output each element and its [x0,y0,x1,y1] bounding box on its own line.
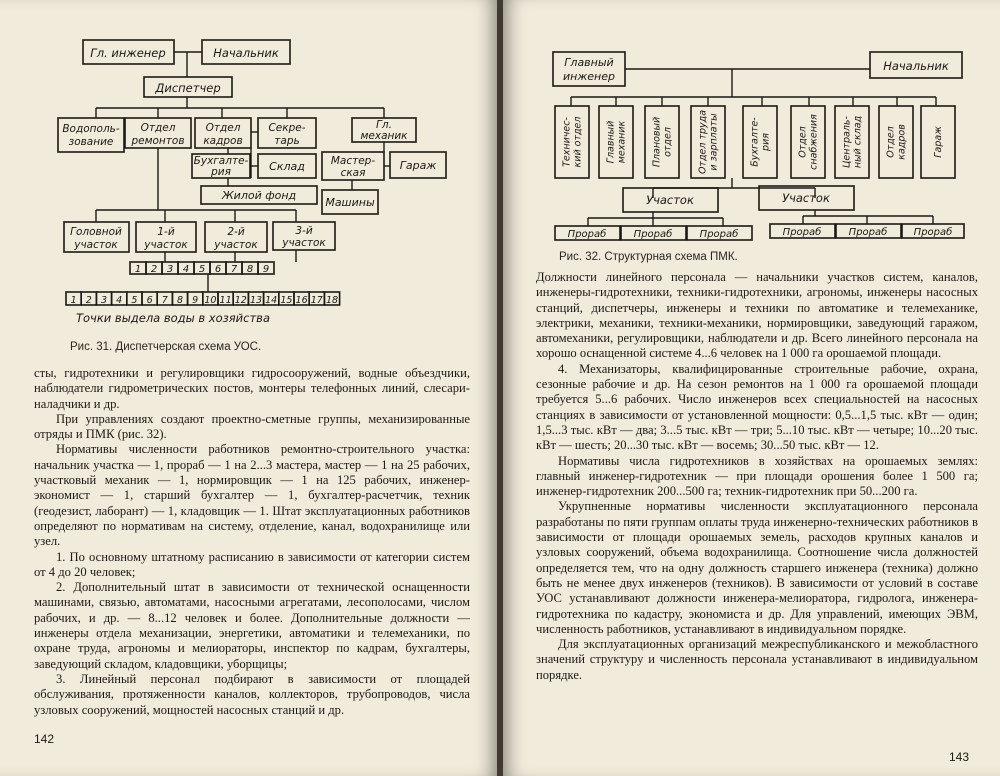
section-3-box-l2: участок [282,237,326,249]
workshop-box-l2: ская [340,167,366,179]
paragraph: При управлениях создают проектно-сметные группы, механизированные отряды и ПМК (рис. 32). [34,411,470,442]
number-cell-label: 3 [166,264,174,275]
number-cell-label: 17 [310,295,323,306]
workshop-box: Мастер- [330,155,376,167]
paragraph: Нормативы числа гидротехников в хозяйствах на орошаемых землях: главный инженер-гидротехник — при площади орошения более 1 500 га; инженер-гидротехник 200...500 га; техник-гидротехник при 50...200 га. [536,453,978,499]
dispatcher-box: Диспетчер [155,81,221,95]
water-users-box-l2: зование [68,136,114,148]
left-body-text [34,366,470,718]
paragraph: Укрупненные нормативы численности эксплуатационного персонала разработаны по пяти группам оплаты труда инженерно-технических работников в зависимости от площади орошаемых земель, расходов крупных каналов и узловых сооружений, объема водохранилища. Соотношение числа должностей определяется тем, что на одну должность старшего инженера (техника) должно быть не менее двух инженеров (техников). В зависимости от условий в составе УОС устанавливают должности инженера-мелиоратора, гидролога, инженера-гидротехника по кадастру, экономиста и др. Для управлений, имеющих ЭВМ, численность работников, устанавливают в индивидуальном порядке. [536,499,978,636]
number-cell-label: 18 [325,295,339,306]
number-row-short [130,262,274,275]
number-cell-label: 2 [150,264,158,275]
foreman-box: Прораб [848,227,888,238]
head-section-box-l2: участок [74,239,118,251]
page-142 [0,0,497,776]
section-1-box: 1-й [157,226,175,238]
department-label: Отдел трудаи зарплаты [697,109,720,175]
section-box: Участок [782,191,830,205]
department-boxes [555,106,955,178]
number-cell-label: 9 [262,264,270,275]
repair-dept-box-l2: ремонтов [131,135,185,147]
number-cell-label: 15 [280,295,293,306]
number-cell-label: 16 [295,295,308,306]
accounting-box-l2: рия [211,166,231,178]
accounting-box: Бухгалте- [193,155,249,167]
paragraph: Для эксплуатационных организаций межреспубликанского и межобластного значений структуру и численность персонала устанавливают в индивидуальном порядке. [536,637,978,682]
warehouse-box: Склад [269,160,305,173]
department-label: Главныймеханик [605,120,628,164]
page-number-left: 142 [34,732,55,746]
foreman-box: Прораб [782,227,822,238]
secretary-box: Секре- [268,122,306,134]
number-cell-label: 10 [204,295,217,306]
department-label: Плановыйотдел [651,116,674,168]
foreman-box: Прораб [699,229,739,240]
section-1-box-l2: участок [144,239,188,251]
head-box: Начальник [883,59,949,73]
paragraph: 4. Механизаторы, квалифицированные строительные рабочие, охрана, сезонные рабочие и др. На сезон ремонтов на 1 000 га орошаемой площади требуется 5...6 рабочих. Число инженеров всех специальностей на насосных станциях в зависимости от установленной мощности: 0,5...1,5 тыс. кВт — один; 1,5...3 тыс. кВт — два; 3...5 тыс. кВт — три; 5...10 тыс. кВт — четыре; 10...20 тыс. кВт — шесть; 20...30 тыс. кВт — восемь; 30...50 тыс. кВт — 12. [536,361,978,453]
number-cell-label: 6 [146,295,153,306]
machines-box: Машины [325,196,375,209]
paragraph: 2. Дополнительный штат в зависимости от технической оснащенности машинами, связью, автоматами, насосными агрегатами, лесополосами, числом рабочих, и др. — 8...12 человек и более. Дополнительные должности — инженеры отдела механизации, энергетики, автоматики и телемеханики, по охране труда, агрономы и мелиораторы, инспектор по кадрам, бухгалтеры, заведующий складом, кладовщики, уборщицы; [34,580,470,671]
chief-engineer-box: Главный [564,56,614,69]
number-cell-label: 1 [70,295,77,306]
number-cell-label: 4 [182,264,190,275]
right-body-text [536,270,978,683]
page-number-right: 143 [949,750,970,764]
hr-dept-box-l2: кадров [203,135,243,147]
section-box: Участок [646,193,694,207]
section-3-box: 3-й [295,225,313,237]
garage-box: Гараж [399,159,437,172]
number-cell-label: 3 [100,295,108,306]
foreman-box: Прораб [633,229,673,240]
number-cell-label: 8 [246,264,254,275]
foreman-box: Прораб [567,229,607,240]
department-label: Гараж [933,126,944,158]
figure-32-caption: Рис. 32. Структурная схема ПМК. [559,251,738,263]
paragraph: Нормативы численности работников ремонтно-строительного участка: начальник участка — 1, прораб — 1 на 2...3 мастера, мастер — 1 на 25 рабочих, участковый механик — 1, нормировщик — 1 на 125 рабочих, инженер-экономист — 1, старший бухгалтер — 1, бухгалтер-расчетчик, техник (геодезист, лаборант) — 1, кладовщик — 1. Штат эксплуатационных работников определяют по нормативам на систему, отделение, канал, водохранилище или узел. [34,442,470,549]
number-cell-label: 7 [230,264,238,275]
number-cell-label: 1 [134,264,142,275]
housing-box: Жилой фонд [221,189,297,202]
number-cell-label: 12 [234,295,247,306]
number-cell-label: 4 [116,295,123,306]
number-cell-label: 6 [214,264,222,275]
figure-31-diagram [0,0,497,340]
section-2-box-l2: участок [214,239,258,251]
page-143 [503,0,1000,776]
chief-engineer-box: Гл. инженер [90,46,166,60]
number-cell-label: 14 [265,295,278,306]
department-label: Централь-ный склад [841,115,864,169]
department-label: Техничес-кий отдел [561,116,584,168]
number-row-long [66,292,340,306]
paragraph: Должности линейного персонала — начальники участков систем, каналов, инженеры-гидротехники, техники-гидротехники, агрономы, инженеры насосных станций, диспетчеры, инженеры и техники по автоматике и телемеханике, электрики, механики, техники-механики, нормировщики, заведующий гаражом, автомеханики, регулировщики, наблюдатели и др. Всего линейного персонала на хорошо оснащенной системе 4...6 человек на 1 000 га орошаемой площади. [536,270,978,361]
hr-dept-box: Отдел [205,122,241,134]
number-cell-label: 8 [176,295,184,306]
paragraph: 3. Линейный персонал подбирают в зависимости от площадей обслуживания, протяженности каналов, коллекторов, трубопроводов, числа узловых сооружений, мощностей насосных станций и др. [34,671,470,717]
number-cell-label: 9 [192,295,199,306]
section-2-box: 2-й [227,226,245,238]
figure-32-diagram [503,0,1000,270]
department-label: Бухгалте-рия [749,117,772,167]
number-cell-label: 2 [85,295,92,306]
head-box: Начальник [213,46,279,60]
department-label: Отделкадров [885,124,908,160]
paragraph: сты, гидротехники и регулировщики гидросооружений, водные объездчики, наблюдатели гидрометрических постов, монтеры телефонных линий, слесари-наладчики и др. [34,366,470,411]
foreman-box: Прораб [913,227,953,238]
paragraph: 1. По основному штатному расписанию в зависимости от категории систем от 4 до 20 человек; [34,549,470,579]
chief-mechanic-box: Гл. [376,119,392,131]
repair-dept-box: Отдел [140,122,176,134]
water-points-label: Точки выдела воды в хозяйства [76,311,270,325]
chief-engineer-box-l2: инженер [563,70,615,83]
number-cell-label: 5 [198,264,206,275]
secretary-box-l2: тарь [274,135,300,147]
water-users-box: Водополь- [62,123,120,135]
number-cell-label: 13 [249,295,263,306]
number-cell-label: 11 [219,295,232,306]
head-section-box: Головной [70,226,122,238]
figure-31-caption: Рис. 31. Диспетчерская схема УОС. [70,341,262,353]
number-cell-label: 5 [131,295,138,306]
chief-mechanic-box-l2: механик [360,130,408,142]
number-cell-label: 7 [161,295,168,306]
department-label: Отделснабжения [797,114,820,170]
